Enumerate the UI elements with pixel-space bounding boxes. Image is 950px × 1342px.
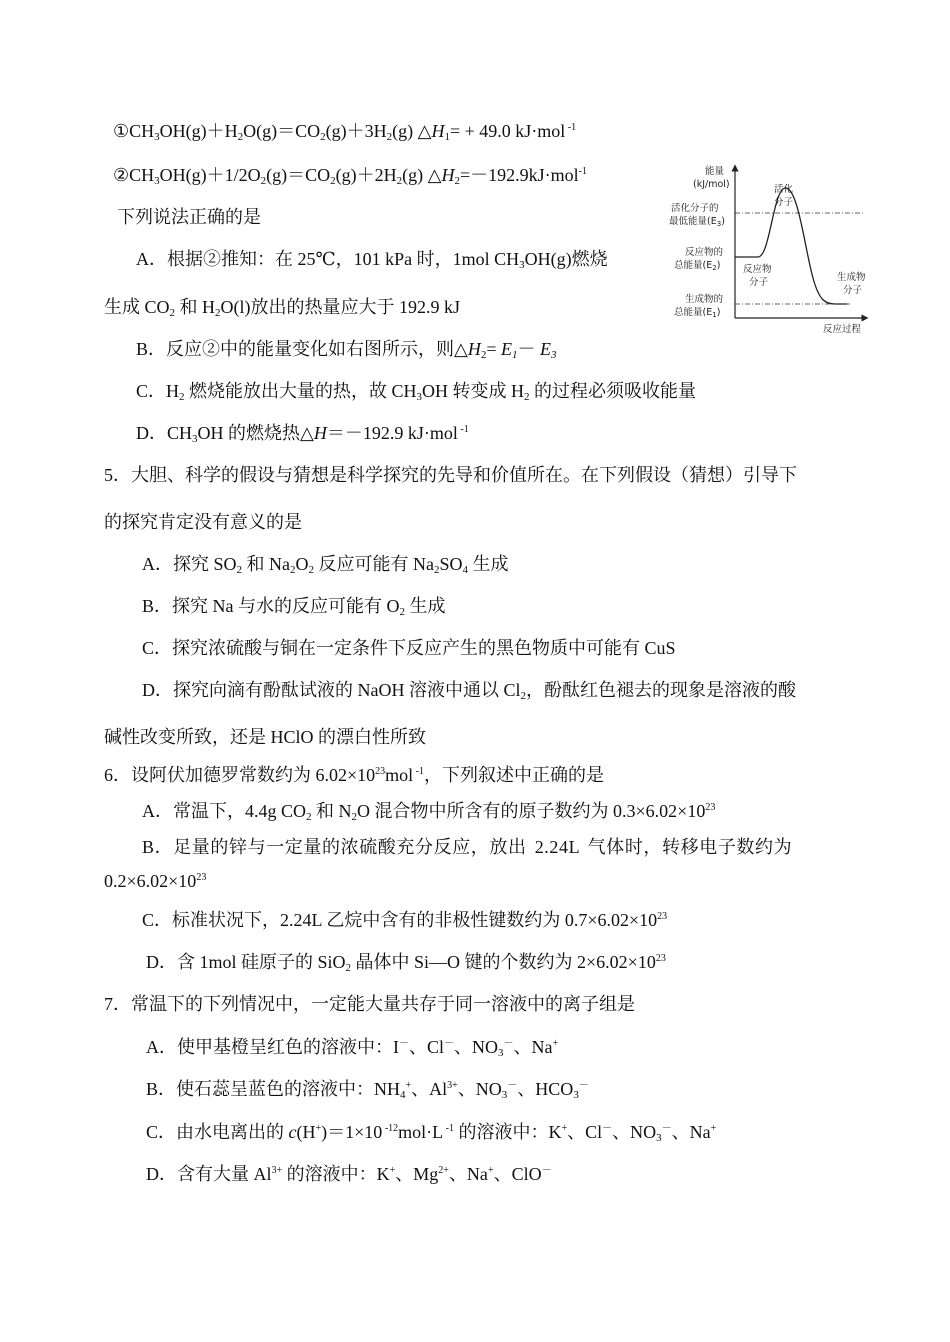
y-axis-unit: (kJ/mol) [693,179,730,190]
question-6-stem: 6．设阿伏加德罗常数约为 $6.02\times 10^{23}mol$ $^{-1}$，下列叙述中正确的是 [104,765,605,785]
question-5-option-d-cont: 碱性改变所致，还是 HClO 的漂白性所致 [104,727,427,747]
question-5-option-d: D．探究向滴有酚酞试液的 NaOH 溶液中通以 $Cl_2$，酚酞红色褪去的现象是溶液的酸 [142,680,796,702]
question-7-option-d: D．含有大量 $Al^{3+}$ 的溶液中：K+、$Mg^{2+}$、Na+、ClO－ [146,1164,552,1184]
reactant-label-line1: 反应物 [743,264,772,275]
question-6-option-a: A．常温下，4.4g $CO_2$ 和 $N_2O$ 混合物中所含有的原子数约为 $0.3\times 6.02\times 10^{23}$ [142,801,716,823]
question-7-option-c: C．由水电离出的 c(H+)＝1×10 $^{-12}$mol·L $^{-1}$ 的溶液中：K+、Cl－、$NO_3^-$、Na+ [146,1122,717,1144]
e2-label-line1: 反应物的 [685,247,724,258]
question-5-option-c: C．探究浓硫酸与铜在一定条件下反应产生的黑色物质中可能有 CuS [142,638,676,658]
x-axis-title: 反应过程 [823,324,862,335]
question-6-option-d: D．含 1mol 硅原子的 SiO$_2$ 晶体中 Si—O 键的个数约为 $2\times 6.02\times 10^{23}$ [146,952,666,974]
question-7-option-b: B．使石蕊呈蓝色的溶液中：$NH_4^+$、$Al^{3+}$、$NO_3^-$、$HCO_3^-$ [146,1079,589,1101]
question-7-stem: 7．常温下的下列情况中，一定能大量共存于同一溶液中的离子组是 [104,994,635,1014]
product-label-line2: 分子 [843,285,863,296]
e3-label-line2: 最低能量$(E_3)$ [669,216,725,228]
question-6-option-c: C．标准状况下，2.24L 乙烷中含有的非极性键数约为 $0.7\times 6.02\times 10^{23}$ [142,910,668,930]
e1-label-line1: 生成物的 [685,294,724,305]
e3-label-line1: 活化分子的 [671,203,719,214]
question-4-option-a: A．根据②推知：在 25℃，101 kPa 时，1mol $CH_3OH(g)$燃烧 [136,249,608,271]
question-4-option-d: D．$CH_3OH$ 的燃烧热△H＝－192.9 kJ·mol $^{-1}$ [136,423,469,445]
e1-label-line2: 总能量$(E_1)$ [674,307,721,319]
peak-label-line1: 活化 [774,184,794,195]
question-4-stem: 下列说法正确的是 [117,207,261,227]
question-5-stem-cont: 的探究肯定没有意义的是 [104,512,302,532]
reactant-label-line2: 分子 [749,277,769,288]
question-6-option-b: B．足量的锌与一定量的浓硫酸充分反应，放出 2.24L 气体时，转移电子数约为 [142,837,793,857]
question-4-option-c: C．$H_2$ 燃烧能放出大量的热，故 $CH_3OH$ 转变成 $H_2$ 的过程必须吸收能量 [136,381,697,403]
equation-2: $②CH_3OH(g)+1/2O_2(g)=CO_2(g)+2H_2(g)$ $\triangle H_2=-192.9kJ\cdot mol^{-1}$ [113,165,587,187]
y-axis-title: 能量 [705,166,725,177]
equation-1: $①CH_3OH(g)+H_2O(g)=CO_2(g)+3H_2(g)$ $\triangle H_1= + 49.0$ kJ·mol $^{-1}$ [113,121,577,143]
peak-label-line2: 分子 [774,197,794,208]
question-5-option-a: A．探究 $SO_2$ 和 $Na_2O_2$ 反应可能有 $Na_2SO_4$ 生成 [142,554,509,576]
question-4-option-b: B．反应②中的能量变化如右图所示，则$\triangle H_2= E_1- E_3$ [136,339,557,361]
question-4-option-a-cont: 生成 $CO_2$ 和 $H_2O(l)$放出的热量应大于 192.9 kJ [104,297,461,319]
question-6-option-b-cont: $0.2\times 6.02\times 10^{23}$ [104,871,207,891]
question-7-option-a: A．使甲基橙呈红色的溶液中：I－、Cl－、$NO_3^-$、Na+ [146,1037,559,1059]
question-5-stem: 5．大胆、科学的假设与猜想是科学探究的先导和价值所在。在下列假设（猜想）引导下 [104,465,797,485]
energy-diagram [665,160,895,345]
e2-label-line2: 总能量$(E_2)$ [674,260,721,272]
product-label-line1: 生成物 [837,272,866,283]
question-5-option-b: B．探究 Na 与水的反应可能有 $O_2$ 生成 [142,596,446,618]
